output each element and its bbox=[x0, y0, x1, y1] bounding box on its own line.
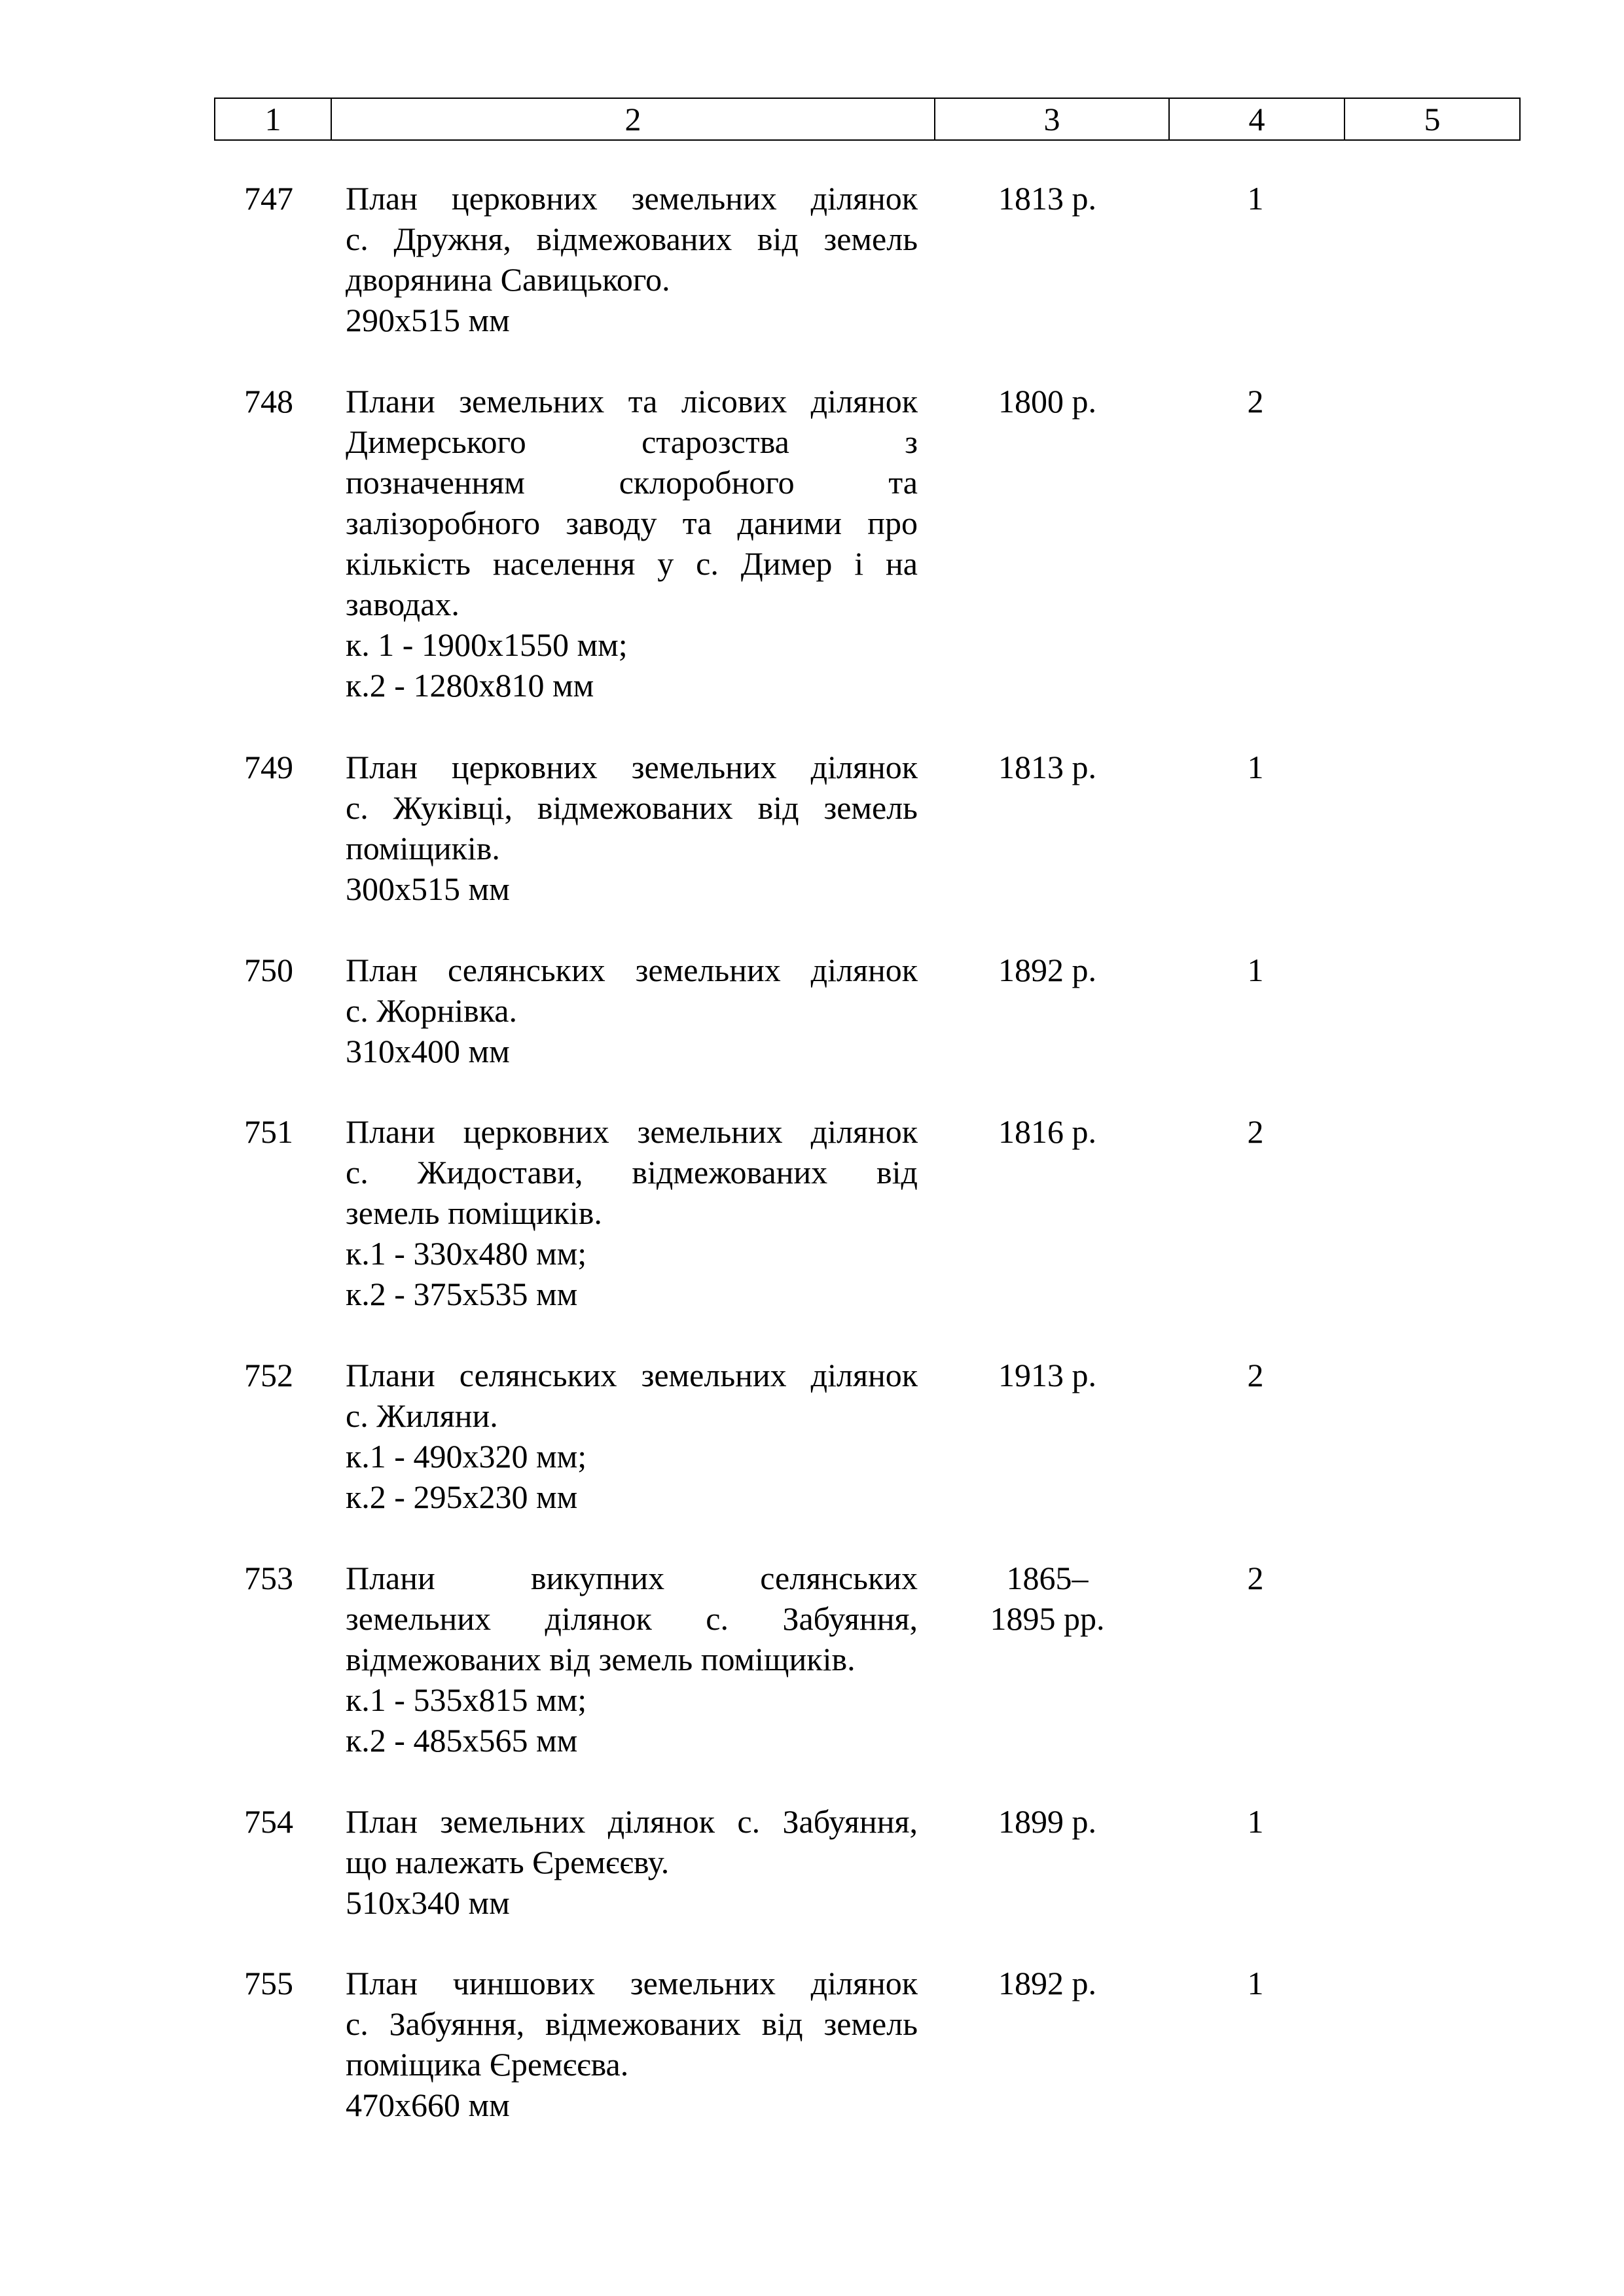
entry-sheet-count: 2 bbox=[1247, 1357, 1264, 1393]
description-line: відмежованих від земель поміщиків. bbox=[346, 1641, 856, 1677]
date-line: 1813 р. bbox=[998, 180, 1096, 217]
entry-number: 754 bbox=[244, 1803, 293, 1840]
description-line: 300х515 мм bbox=[346, 870, 510, 907]
description-line: с. Жидостави, відмежованих від bbox=[346, 1154, 918, 1191]
description-line: заводах. bbox=[346, 586, 460, 622]
entry-date bbox=[929, 1963, 1165, 2003]
description-line: План селянських земельних ділянок bbox=[346, 952, 918, 988]
description-line: поміщика Єремєєва. bbox=[346, 2046, 629, 2083]
description-line: с. Забуяння, відмежованих від земель bbox=[346, 2005, 918, 2042]
entry-sheet-count: 1 bbox=[1247, 952, 1264, 988]
date-line: 1892 р. bbox=[998, 952, 1096, 988]
description-line: к.1 - 490х320 мм; bbox=[346, 1438, 587, 1475]
entry-sheet-count: 2 bbox=[1247, 1560, 1264, 1596]
description-line: с. Дружня, відмежованих від земель bbox=[346, 221, 918, 257]
description-line: с. Жорнівка. bbox=[346, 992, 517, 1029]
description-line: Плани викупних селянських bbox=[346, 1560, 918, 1596]
description-line: Димерського старозства з bbox=[346, 423, 918, 460]
column-header-5: 5 bbox=[1344, 98, 1520, 140]
date-line: 1813 р. bbox=[998, 749, 1096, 785]
description-line: 470х660 мм bbox=[346, 2087, 510, 2123]
description-line: Плани церковних земельних ділянок bbox=[346, 1113, 918, 1150]
column-header-4: 4 bbox=[1169, 98, 1344, 140]
description-line: к.2 - 1280х810 мм bbox=[346, 667, 594, 704]
entry-number: 747 bbox=[244, 180, 293, 217]
description-line: земель поміщиків. bbox=[346, 1194, 602, 1231]
entry-date bbox=[929, 1801, 1165, 1842]
description-line: дворянина Савицького. bbox=[346, 261, 670, 298]
description-line: Плани земельних та лісових ділянок bbox=[346, 383, 918, 420]
description-line: к.1 - 330х480 мм; bbox=[346, 1235, 587, 1272]
entry-description bbox=[346, 1558, 918, 1761]
date-line: 1800 р. bbox=[998, 383, 1096, 420]
entry-description bbox=[346, 1355, 918, 1517]
description-line: к.2 - 485х565 мм bbox=[346, 1722, 578, 1759]
entry-sheet-count: 2 bbox=[1247, 1113, 1264, 1150]
description-line: 310х400 мм bbox=[346, 1033, 510, 1069]
date-line: 1895 рр. bbox=[990, 1600, 1105, 1637]
entry-description bbox=[346, 1111, 918, 1314]
entry-sheet-count: 2 bbox=[1247, 383, 1264, 420]
description-line: 510х340 мм bbox=[346, 1884, 510, 1921]
entry-description bbox=[346, 1963, 918, 2125]
column-header-1: 1 bbox=[215, 98, 331, 140]
entry-number: 751 bbox=[244, 1113, 293, 1150]
date-line: 1899 р. bbox=[998, 1803, 1096, 1840]
entry-description bbox=[346, 950, 918, 1071]
entry-date bbox=[929, 178, 1165, 219]
entry-number: 748 bbox=[244, 383, 293, 420]
entry-date bbox=[929, 1558, 1165, 1639]
entry-number: 755 bbox=[244, 1965, 293, 2001]
description-line: 290х515 мм bbox=[346, 302, 510, 338]
column-header-2: 2 bbox=[331, 98, 935, 140]
description-line: земельних ділянок с. Забуяння, bbox=[346, 1600, 918, 1637]
entry-date bbox=[929, 950, 1165, 990]
entry-sheet-count: 1 bbox=[1247, 180, 1264, 217]
description-line: с. Жуківці, відмежованих від земель bbox=[346, 789, 918, 826]
description-line: позначенням склоробного та bbox=[346, 464, 918, 501]
description-line: що належать Єремєєву. bbox=[346, 1844, 670, 1880]
entry-description bbox=[346, 178, 918, 340]
description-line: Плани селянських земельних ділянок bbox=[346, 1357, 918, 1393]
entry-number: 753 bbox=[244, 1560, 293, 1596]
date-line: 1816 р. bbox=[998, 1113, 1096, 1150]
entry-date bbox=[929, 1355, 1165, 1395]
description-line: залізоробного заводу та даними про bbox=[346, 505, 918, 541]
entry-description bbox=[346, 381, 918, 706]
description-line: поміщиків. bbox=[346, 830, 500, 867]
entry-date bbox=[929, 747, 1165, 787]
description-line: кількість населення у с. Димер і на bbox=[346, 545, 918, 582]
description-line: План чиншових земельних ділянок bbox=[346, 1965, 918, 2001]
entry-number: 749 bbox=[244, 749, 293, 785]
entry-sheet-count: 1 bbox=[1247, 1965, 1264, 2001]
column-header-3: 3 bbox=[935, 98, 1169, 140]
entry-sheet-count: 1 bbox=[1247, 749, 1264, 785]
entry-number: 752 bbox=[244, 1357, 293, 1393]
entry-number: 750 bbox=[244, 952, 293, 988]
description-line: к.2 - 375х535 мм bbox=[346, 1276, 578, 1312]
entry-date bbox=[929, 1111, 1165, 1152]
description-line: План церковних земельних ділянок bbox=[346, 180, 918, 217]
date-line: 1913 р. bbox=[998, 1357, 1096, 1393]
column-header-table bbox=[214, 98, 1521, 141]
description-line: План земельних ділянок с. Забуяння, bbox=[346, 1803, 918, 1840]
description-line: к.1 - 535х815 мм; bbox=[346, 1681, 587, 1718]
entry-description bbox=[346, 747, 918, 909]
entry-description bbox=[346, 1801, 918, 1923]
description-line: к.2 - 295х230 мм bbox=[346, 1479, 578, 1515]
date-line: 1892 р. bbox=[998, 1965, 1096, 2001]
date-line: 1865– bbox=[1006, 1560, 1089, 1596]
description-line: к. 1 - 1900х1550 мм; bbox=[346, 626, 628, 663]
entry-sheet-count: 1 bbox=[1247, 1803, 1264, 1840]
description-line: План церковних земельних ділянок bbox=[346, 749, 918, 785]
description-line: с. Жиляни. bbox=[346, 1397, 498, 1434]
entry-date bbox=[929, 381, 1165, 422]
column-header-row bbox=[215, 98, 1520, 140]
